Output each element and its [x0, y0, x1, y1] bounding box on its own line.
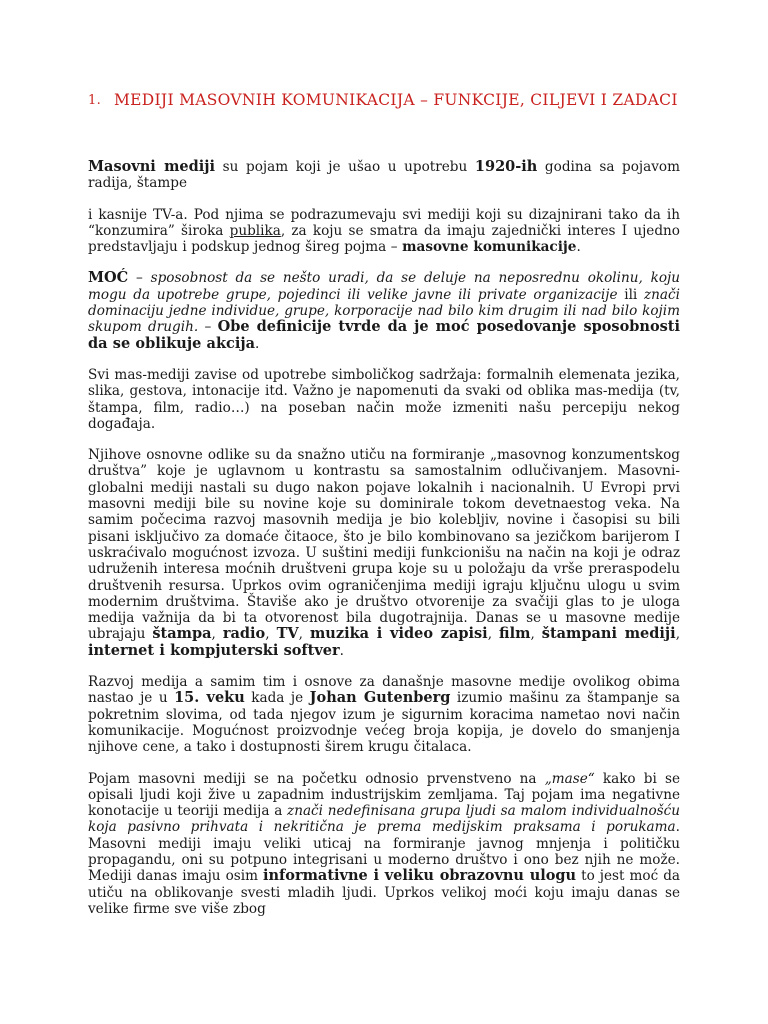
paragraph-razvoj-medija [88, 674, 680, 755]
heading-title: MEDIJI MASOVNIH KOMUNIKACIJA – FUNKCIJE, CILJEVI I ZADACI [114, 91, 678, 109]
term-tv: TV [276, 625, 299, 643]
text-span: Njihove osnovne odlike su da snažno utiču na formiranje „masovnog konzumentskog društva” koje je uglavnom u kontrastu sa samostalnim odlučivanjem. Masovni-globalni mediji nastali su dugo nakon pojave lokalnih i nacionalnih. U Evropi prvi masovni mediji bile su novine koje su dominirale tokom devetnaestog veka. Na samim počecima razvoj masovnih medija je bio kolebljiv, novine i časopisi su bili pisani isključivo za domaće čitaoce, što je bilo kombinovano sa jezičkom barijerom I uskraćivalo mogućnost izvoza. U suštini mediji funkcionišu na način na koji je odraz udruženih interesa moćnih društveni grupa koje su u položaju da vrše preraspodelu društvenih resursa. Uprkos ovim ograničenjima mediji igraju ključnu ulogu u svim modernim društvima. Štaviše ako je društvo otvorenije za svačiji glas to je uloga medija važnija da bi ta otvorenost bila dugotrajnija. Danas se u masovne medije ubrajaju [88, 447, 680, 643]
paragraph-simbolicki-sadrzaj: Svi mas-mediji zavise od upotrebe simboličkog sadržaja: formalnih elemenata jezika, slika, gestova, intonacije itd. Važno je napomenuti da svaki od oblika mas-medija (tv, štampa, film, radio…) na poseban način može izmeniti našu percepiju nekog događaja. [88, 366, 680, 432]
term-1920: 1920-ih [474, 158, 538, 175]
text-span: kada je [244, 690, 310, 707]
term-15-vek: 15. veku [174, 689, 245, 707]
term-gutenberg: Johan Gutenberg [309, 689, 451, 707]
term-masovne-komunikacije: masovne komunikacije [402, 239, 577, 256]
text-span: , [298, 626, 310, 643]
text-span: izumio mašinu za štampanje sa pokretnim slovima, od tada njegov izum je sigurnim koracima nametao novi način komunikacije. Mogućnost proizvodnje većeg broja kopija, je dovelo do smanjenja njihove cene, a tako i dostupnosti širem krugu čitalaca. [88, 690, 680, 756]
text-span: . [254, 335, 260, 352]
text-span: su pojam koji je ušao u upotrebu [215, 159, 475, 175]
term-film: film [499, 625, 531, 643]
text-span: Pojam masovni mediji se na početku odnosio prvenstveno na [88, 770, 545, 787]
text-span: godina sa pojavom radija, štampe [88, 159, 680, 192]
text-span: – [198, 319, 218, 336]
term-masovni-mediji: Masovni mediji [88, 158, 216, 175]
section-heading [88, 90, 680, 111]
term-radio: radio [222, 625, 266, 643]
text-span: , [675, 626, 681, 643]
term-muzika: muzika i video zapisi [309, 625, 488, 643]
term-obrazovna-uloga: informativne i veliku obrazovnu ulogu [262, 867, 577, 885]
text-span: . Masovni mediji imaju veliki uticaj na formiranje javnog mnjenja i političku propagandu, oni su potpuno integrisani u moderno društvo i ono bez njih ne može. Mediji danas imaju osim [88, 819, 680, 885]
text-span: – [128, 270, 151, 287]
term-moc: MOĆ [88, 269, 129, 287]
italic-definition-2: znači dominaciju jedne individue, grupe, korporacije nad bilo kim drugim ili nad bilo kojim skupom drugih. [88, 286, 680, 336]
text-span: kako bi se opisali ljudi koji žive u zapadnim industrijskim zemljama. Taj pojam ima negativne konotacije u teoriji medija a [88, 770, 680, 820]
text-span: i kasnije TV-a. Pod njima se podrazumevaju svi mediji koji su dizajnirani tako da ih “konzumira” široka [88, 206, 680, 239]
paragraph-osnovne-odlike [88, 447, 680, 659]
paragraph-moc [88, 270, 680, 351]
paragraph-pojam-masovni-mediji [88, 771, 680, 918]
text-span: to jest moć da utiču na oblikovanje svesti mladih ljudi. Uprkos velikoj moći koju imaju danas se velike firme sve više zbog [88, 868, 680, 917]
italic-definition-1: sposobnost da se nešto uradi, da se deluje na neposrednu okolinu, koju mogu da upotrebe grupe, pojedinci ili velike javne ili private organizacije [88, 270, 680, 303]
text-span: . [576, 239, 581, 256]
italic-definition-mase: znači nedefinisana grupa ljudi sa malom individualnošću koja pasivno prihvata i nekritična je prema medijskim praksama i porukama [88, 803, 680, 836]
text-span: , [530, 626, 542, 643]
text-span: ili [617, 286, 645, 303]
link-publika: publika [229, 222, 281, 239]
text-span: . [339, 642, 344, 659]
paragraph-masovni-mediji [88, 159, 680, 192]
italic-mase: „mase“ [544, 770, 595, 787]
text-span: , [265, 626, 277, 643]
term-stampa: štampa [152, 625, 212, 643]
text-span: Razvoj medija a samim tim i osnove za današnje masovne medije ovolikog obima nastao je u [88, 674, 680, 707]
text-span: , [211, 626, 223, 643]
term-internet: internet i kompjuterski softver [88, 641, 340, 659]
heading-number: 1. [88, 93, 102, 108]
text-span: , za koju se smatra da imaju zajednički interes I ujedno predstavljaju i podskup jednog šireg pojma – [88, 222, 680, 256]
paragraph-tv-publika [88, 207, 680, 256]
term-stampani-mediji: štampani mediji [541, 625, 676, 643]
text-span: , [487, 626, 500, 643]
bold-conclusion: Obe definicije tvrde da je moć posedovanje sposobnosti da se oblikuje akcija [88, 318, 680, 352]
